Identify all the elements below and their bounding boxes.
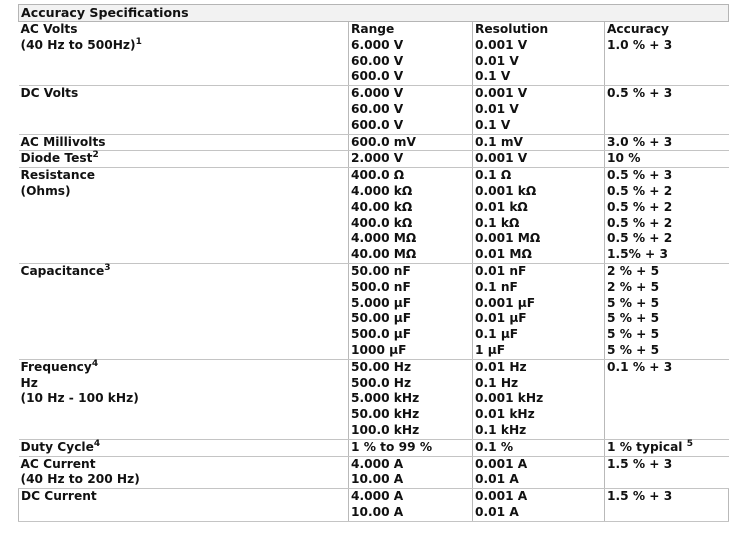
- range-value: [351, 135, 471, 151]
- accuracy-value: [607, 489, 727, 505]
- range-value: [351, 360, 471, 376]
- resolution-cell: [473, 263, 605, 359]
- resolution-value: [475, 327, 603, 343]
- parameter-cell: [19, 22, 349, 86]
- table-title: Accuracy Specifications: [19, 5, 729, 22]
- range-value-text: 6.000 V: [351, 37, 404, 52]
- accuracy-cell: [605, 263, 729, 359]
- range-cell: [349, 439, 473, 456]
- resolution-cell: [473, 359, 605, 439]
- range-value-text: 600.0 mV: [351, 134, 416, 149]
- parameter-label: [21, 38, 348, 54]
- resolution-value: [475, 168, 603, 184]
- parameter-text: Duty Cycle: [20, 439, 94, 454]
- parameter-cell: [19, 86, 349, 134]
- range-cell: [349, 168, 473, 264]
- accuracy-value-text: 3.0 % + 3: [607, 134, 673, 149]
- resolution-value-text: 0.1 mV: [475, 134, 523, 149]
- range-value-text: 600.0 V: [351, 69, 404, 84]
- range-value: [351, 457, 471, 473]
- accuracy-value: [607, 86, 728, 102]
- accuracy-cell: [605, 86, 729, 134]
- resolution-value: [475, 69, 603, 85]
- resolution-value-text: 0.01 nF: [475, 263, 527, 278]
- range-value-text: 50.00 nF: [351, 263, 411, 278]
- range-value: [351, 54, 471, 70]
- range-cell: [349, 151, 473, 168]
- accuracy-cell: [605, 456, 729, 489]
- accuracy-value-text: 2 % + 5: [607, 263, 660, 278]
- resolution-cell: [473, 489, 605, 522]
- parameter-label: [21, 264, 348, 280]
- range-value: [351, 343, 471, 359]
- range-value-text: 500.0 nF: [351, 279, 411, 294]
- parameter-label: [21, 86, 348, 102]
- footnote-marker: 4: [93, 438, 101, 449]
- range-value: [351, 311, 471, 327]
- resolution-value-text: 0.1 V: [475, 69, 511, 84]
- range-value: [351, 264, 471, 280]
- accuracy-value: [607, 184, 728, 200]
- resolution-value-text: 0.001 V: [475, 86, 528, 101]
- spec-row-ac-current: [19, 456, 729, 489]
- accuracy-value: [607, 264, 728, 280]
- resolution-value-text: 0.001 V: [475, 37, 528, 52]
- parameter-label: [21, 391, 348, 407]
- resolution-value: [475, 489, 603, 505]
- range-value-text: 5.000 kHz: [351, 391, 420, 406]
- resolution-value: [475, 457, 603, 473]
- range-value: [351, 184, 471, 200]
- parameter-text: Diode Test: [20, 151, 93, 166]
- accuracy-value: [607, 280, 728, 296]
- spec-row-dc-current: [19, 489, 729, 522]
- accuracy-value: [607, 311, 728, 327]
- range-value: [351, 296, 471, 312]
- resolution-cell: [473, 456, 605, 489]
- resolution-value-text: 0.1 µF: [475, 327, 519, 342]
- range-value-text: 1000 µF: [351, 342, 407, 357]
- spec-row-frequency: [19, 359, 729, 439]
- range-value: [351, 102, 471, 118]
- resolution-value-text: 0.01 Hz: [475, 359, 527, 374]
- range-value: [351, 489, 471, 505]
- accuracy-value-text: 5 % + 5: [607, 342, 660, 357]
- accuracy-cell: [605, 22, 729, 86]
- accuracy-value-text: 2 % + 5: [607, 279, 660, 294]
- parameter-cell: [19, 439, 349, 456]
- resolution-value: [475, 184, 603, 200]
- range-value-text: 500.0 Hz: [351, 375, 412, 390]
- accuracy-cell: [605, 168, 729, 264]
- resolution-value: [475, 54, 603, 70]
- range-cell: [349, 86, 473, 134]
- range-value: [351, 440, 471, 456]
- accuracy-value: [607, 440, 728, 456]
- range-value: [351, 327, 471, 343]
- range-value: [351, 200, 471, 216]
- accuracy-value: [607, 343, 728, 359]
- accuracy-value-text: 0.5 % + 2: [607, 215, 673, 230]
- parameter-text: Capacitance: [20, 263, 105, 278]
- accuracy-value-text: 0.5 % + 3: [607, 86, 673, 101]
- range-value-text: 4.000 A: [351, 456, 404, 471]
- accuracy-value: [607, 38, 728, 54]
- resolution-value-text: 0.01 kΩ: [475, 199, 528, 214]
- range-value: [351, 505, 471, 521]
- range-value-text: 40.00 MΩ: [351, 247, 417, 262]
- resolution-value-text: 0.001 A: [475, 456, 528, 471]
- accuracy-value: [607, 247, 728, 263]
- range-value: [351, 151, 471, 167]
- parameter-text: AC Current: [20, 456, 96, 471]
- spec-row-dc-volts: [19, 86, 729, 134]
- range-cell: [349, 22, 473, 86]
- parameter-label: [21, 184, 348, 200]
- resolution-value-text: 0.01 kHz: [475, 407, 535, 422]
- range-cell: [349, 359, 473, 439]
- accuracy-value: [607, 151, 728, 167]
- range-value: [351, 280, 471, 296]
- resolution-value: [475, 280, 603, 296]
- accuracy-value: [607, 296, 728, 312]
- accuracy-value-text: 5 % + 5: [607, 327, 660, 342]
- resolution-value: [475, 151, 603, 167]
- footnote-marker: 5: [686, 438, 693, 449]
- column-header-accuracy: Accuracy: [607, 22, 669, 36]
- range-cell: [349, 263, 473, 359]
- resolution-cell: [473, 22, 605, 86]
- column-header-resolution: Resolution: [475, 22, 549, 36]
- range-value: [351, 247, 471, 263]
- range-value-text: 4.000 MΩ: [351, 231, 417, 246]
- parameter-cell: [19, 134, 349, 151]
- resolution-cell: [473, 134, 605, 151]
- range-value-text: 5.000 µF: [351, 295, 412, 310]
- accuracy-cell: [605, 359, 729, 439]
- range-value-text: 6.000 V: [351, 86, 404, 101]
- resolution-value: [475, 505, 603, 521]
- accuracy-value: [607, 168, 728, 184]
- parameter-label: [21, 489, 347, 505]
- accuracy-value: [607, 327, 728, 343]
- resolution-value-text: 0.1 Ω: [475, 168, 512, 183]
- resolution-value-text: 0.01 MΩ: [475, 247, 532, 262]
- parameter-cell: [19, 151, 349, 168]
- resolution-cell: [473, 439, 605, 456]
- parameter-text: DC Volts: [20, 86, 79, 101]
- resolution-value-text: 0.01 V: [475, 101, 519, 116]
- accuracy-value-text: 0.1 % + 3: [607, 359, 673, 374]
- accuracy-value-text: 1.0 % + 3: [607, 37, 673, 52]
- resolution-value: [475, 440, 603, 456]
- resolution-value: [475, 264, 603, 280]
- resolution-value-text: 0.1 %: [475, 439, 514, 454]
- resolution-value: [475, 118, 603, 134]
- resolution-value: [475, 231, 603, 247]
- range-value: [351, 231, 471, 247]
- footnote-marker: 3: [104, 262, 111, 273]
- resolution-value-text: 0.001 A: [475, 489, 528, 504]
- range-cell: [349, 456, 473, 489]
- parameter-label: [21, 472, 348, 488]
- spec-row-resistance: [19, 168, 729, 264]
- accuracy-value: [607, 360, 728, 376]
- accuracy-value: [607, 200, 728, 216]
- range-value: [351, 407, 471, 423]
- parameter-cell: [19, 456, 349, 489]
- range-value-text: 500.0 µF: [351, 327, 412, 342]
- accuracy-value-text: 5 % + 5: [607, 295, 660, 310]
- accuracy-value-text: 0.5 % + 2: [607, 231, 673, 246]
- resolution-value: [475, 86, 603, 102]
- range-value: [351, 376, 471, 392]
- parameter-label: [21, 22, 348, 38]
- resolution-value-text: 0.001 kHz: [475, 391, 544, 406]
- resolution-value: [475, 376, 603, 392]
- range-value: [351, 38, 471, 54]
- spec-row-ac-volts: [19, 22, 729, 86]
- resolution-value-text: 0.01 V: [475, 53, 519, 68]
- resolution-value: [475, 311, 603, 327]
- range-value-text: 400.0 kΩ: [351, 215, 413, 230]
- range-value-text: 60.00 V: [351, 101, 404, 116]
- parameter-text: Hz: [20, 375, 38, 390]
- range-value: [351, 472, 471, 488]
- range-value: [351, 86, 471, 102]
- spec-row-ac-millivolts: [19, 134, 729, 151]
- parameter-text: (40 Hz to 500Hz): [20, 37, 136, 52]
- parameter-label: [21, 457, 348, 473]
- range-value: [351, 423, 471, 439]
- resolution-value: [475, 391, 603, 407]
- resolution-value-text: 0.001 MΩ: [475, 231, 541, 246]
- resolution-value: [475, 296, 603, 312]
- parameter-cell: [19, 168, 349, 264]
- accuracy-value-text: 0.5 % + 2: [607, 199, 673, 214]
- range-value-text: 600.0 V: [351, 117, 404, 132]
- accuracy-cell: [605, 134, 729, 151]
- accuracy-value-text: 5 % + 5: [607, 311, 660, 326]
- range-cell: [349, 134, 473, 151]
- resolution-value-text: 0.1 nF: [475, 279, 518, 294]
- parameter-label: [21, 168, 348, 184]
- accuracy-value-text: 0.5 % + 2: [607, 183, 673, 198]
- range-value-text: 100.0 kHz: [351, 422, 420, 437]
- column-header-range: Range: [351, 22, 395, 36]
- accuracy-value-text: 10 %: [607, 151, 641, 166]
- footnote-marker: 2: [92, 150, 99, 161]
- parameter-cell: [19, 359, 349, 439]
- resolution-value: [475, 102, 603, 118]
- accuracy-cell: [605, 489, 729, 522]
- accuracy-value: [607, 135, 728, 151]
- resolution-value: [475, 360, 603, 376]
- range-value-text: 50.00 µF: [351, 311, 412, 326]
- parameter-cell: [19, 489, 349, 522]
- resolution-cell: [473, 168, 605, 264]
- accuracy-value: [607, 457, 728, 473]
- range-value-text: 10.00 A: [351, 472, 404, 487]
- range-value-text: 50.00 kHz: [351, 407, 420, 422]
- accuracy-value-text: 1 % typical: [607, 439, 687, 454]
- accuracy-cell: [605, 151, 729, 168]
- table-body: [19, 22, 729, 522]
- parameter-text: DC Current: [21, 489, 97, 504]
- resolution-value-text: 0.01 A: [475, 472, 519, 487]
- resolution-value: [475, 423, 603, 439]
- resolution-value-text: 1 µF: [475, 342, 506, 357]
- resolution-cell: [473, 151, 605, 168]
- range-value: [351, 118, 471, 134]
- parameter-cell: [19, 263, 349, 359]
- resolution-value: [475, 247, 603, 263]
- footnote-marker: 4: [91, 358, 99, 369]
- parameter-label: [21, 135, 348, 151]
- range-value-text: 2.000 V: [351, 151, 404, 166]
- range-value-text: 1 % to 99 %: [351, 439, 433, 454]
- accuracy-cell: [605, 439, 729, 456]
- parameter-label: [21, 360, 348, 376]
- parameter-text: (10 Hz - 100 kHz): [20, 391, 139, 406]
- parameter-label: [21, 376, 348, 392]
- accuracy-value: [607, 231, 728, 247]
- resolution-value: [475, 472, 603, 488]
- spec-row-diode-test: [19, 151, 729, 168]
- range-value: [351, 216, 471, 232]
- resolution-value-text: 0.1 kHz: [475, 422, 527, 437]
- spec-row-duty-cycle: [19, 439, 729, 456]
- parameter-text: AC Millivolts: [20, 134, 106, 149]
- range-value-text: 10.00 A: [351, 504, 404, 519]
- range-value-text: 400.0 Ω: [351, 168, 405, 183]
- range-cell: [349, 489, 473, 522]
- accuracy-value: [607, 216, 728, 232]
- parameter-text: Frequency: [20, 359, 92, 374]
- parameter-label: [21, 440, 348, 456]
- resolution-value-text: 0.001 kΩ: [475, 183, 537, 198]
- accuracy-value-text: 1.5 % + 3: [607, 456, 673, 471]
- parameter-text: (40 Hz to 200 Hz): [20, 472, 140, 487]
- resolution-value-text: 0.01 µF: [475, 311, 527, 326]
- range-value-text: 60.00 V: [351, 53, 404, 68]
- resolution-value: [475, 407, 603, 423]
- resolution-value-text: 0.1 kΩ: [475, 215, 520, 230]
- resolution-value: [475, 216, 603, 232]
- parameter-text: AC Volts: [20, 22, 78, 36]
- spec-row-capacitance: [19, 263, 729, 359]
- resolution-value-text: 0.1 V: [475, 117, 511, 132]
- resolution-value-text: 0.001 V: [475, 151, 528, 166]
- resolution-value-text: 0.01 A: [475, 504, 519, 519]
- accuracy-value-text: 0.5 % + 3: [607, 168, 673, 183]
- resolution-value: [475, 343, 603, 359]
- range-value-text: 40.00 kΩ: [351, 199, 413, 214]
- resolution-value-text: 0.001 µF: [475, 295, 536, 310]
- range-value-text: 50.00 Hz: [351, 359, 412, 374]
- parameter-text: (Ohms): [20, 183, 71, 198]
- range-value: [351, 391, 471, 407]
- resolution-value: [475, 38, 603, 54]
- range-value-text: 4.000 kΩ: [351, 183, 413, 198]
- range-value: [351, 69, 471, 85]
- parameter-label: [21, 151, 348, 167]
- range-value-text: 4.000 A: [351, 489, 404, 504]
- footnote-marker: 1: [135, 36, 142, 47]
- resolution-value: [475, 135, 603, 151]
- parameter-text: Resistance: [20, 168, 96, 183]
- accuracy-value-text: 1.5% + 3: [607, 247, 668, 262]
- resolution-value: [475, 200, 603, 216]
- range-value: [351, 168, 471, 184]
- resolution-value-text: 0.1 Hz: [475, 375, 519, 390]
- accuracy-specifications-table: [18, 4, 729, 522]
- resolution-cell: [473, 86, 605, 134]
- accuracy-value-text: 1.5 % + 3: [607, 489, 673, 504]
